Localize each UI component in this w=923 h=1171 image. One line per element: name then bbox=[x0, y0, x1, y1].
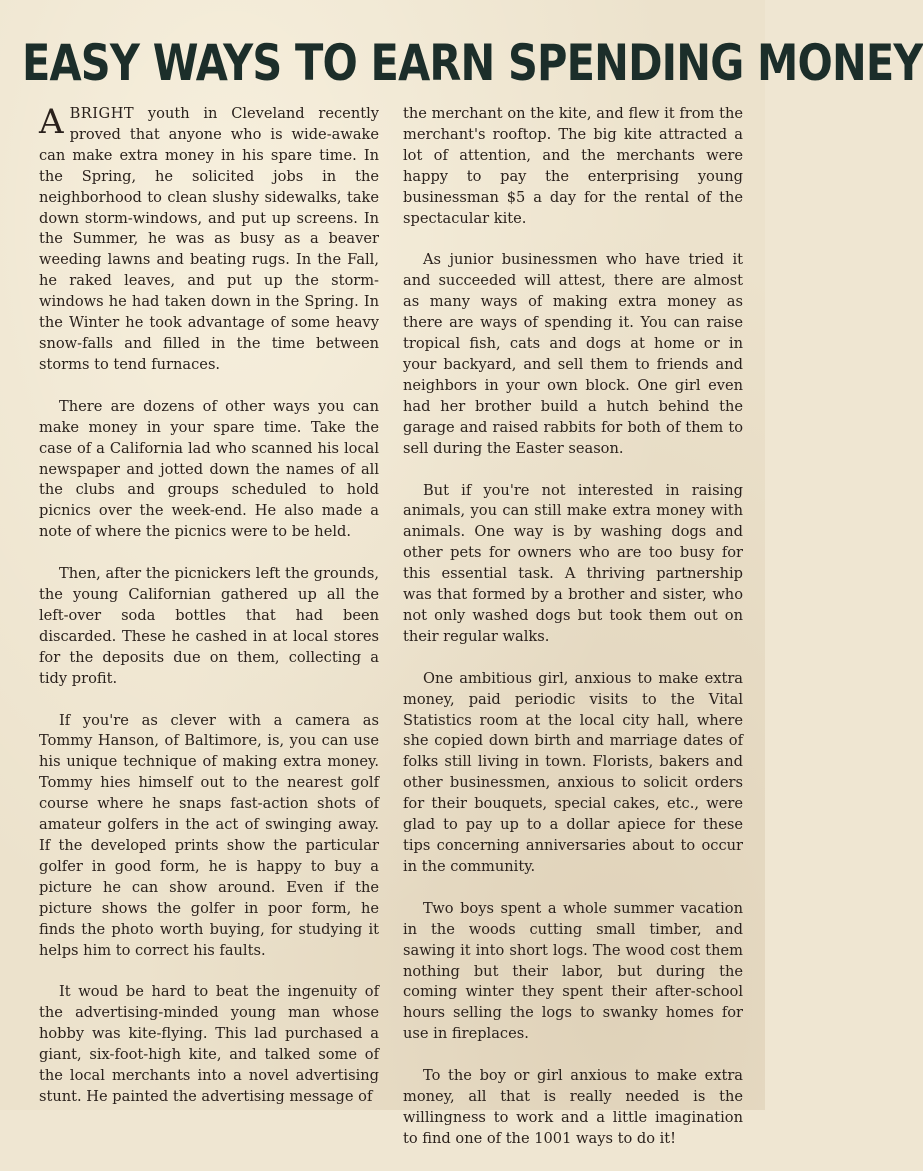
right-column bbox=[403, 104, 743, 1171]
paragraph-8: But if you're not interested in raising animals, you can still make extra money with animals. One way is by washing dogs and other pets for owners who are too busy for this essential task. A thriving partnership was that formed by a brother and sister, who not only washed dogs but took them out on their regular walks. bbox=[403, 481, 743, 645]
paragraph-7: As junior businessmen who have tried it and succeeded will attest, there are almost as many ways of making extra money as there are ways of spending it. You can raise tropical fish, cats and dogs at home or in your backyard, and sell them to friends and neighbors in your own block. One girl even had her brother build a hutch behind the garage and raised rabbits for both of them to sell during the Easter season. bbox=[403, 251, 743, 457]
paragraph-10: Two boys spent a whole summer vacation in the woods cutting small timber, and sawing it into short logs. The wood cost them nothing but their labor, but during the coming winter they spent their after-school hours selling the logs to swanky homes for use in fireplaces. bbox=[403, 899, 743, 1043]
paragraph-6: the merchant on the kite, and flew it from the merchant's rooftop. The big kite attracted a lot of attention, and the merchants were happy to pay the enterprising young businessman $5 a day for the rental of the spectacular kite. bbox=[403, 105, 743, 227]
paragraph-11: To the boy or girl anxious to make extra money, all that is really needed is the willingness to work and a little imagination to find one of the 1001 ways to do it! bbox=[403, 1067, 743, 1147]
paragraph-1-text: youth in Cleveland recently proved that anyone who is wide-awake can make extra money in his spare time. In the Spring, he solicited jobs in the neighborhood to clean slushy sidewalks, take down storm-windows, and put up screens. In the Summer, he was as busy as a beaver weeding lawns and beating rugs. In the Fall, he raked leaves, and put up the storm-windows he had taken down in the Spring. In the Winter he took advantage of some heavy snow-falls and filled in the time between storms to tend furnaces. bbox=[39, 105, 379, 373]
left-column bbox=[39, 104, 379, 1129]
paragraph-4: If you're as clever with a camera as Tommy Hanson, of Baltimore, is, you can use his unique technique of making extra money. Tommy hies himself out to the nearest golf course where he snaps fast-action shots of amateur golfers in the act of swinging away. If the developed prints show the particular golfer in good form, he is happy to buy a picture he can show around. Even if the picture shows the golfer in poor form, he finds the photo worth buying, for studying it helps him to correct his faults. bbox=[39, 711, 379, 959]
lead-word: BRIGHT bbox=[69, 105, 135, 122]
article-title: EASY WAYS TO EARN SPENDING MONEY bbox=[22, 34, 923, 92]
paragraph-5: It woud be hard to beat the ingenuity of the advertising-minded young man whose hobby was kite-flying. This lad purchased a giant, six-foot-high kite, and talked some of the local merchants into a novel advertising stunt. He painted the advertising message of bbox=[39, 983, 379, 1105]
paragraph-2: There are dozens of other ways you can make money in your spare time. Take the case of a California lad who scanned his local newspaper and jotted down the names of all the clubs and groups scheduled to hold picnics over the week-end. He also made a note of where the picnics were to be held. bbox=[39, 397, 379, 541]
paragraph-9: One ambitious girl, anxious to make extra money, paid periodic visits to the Vital Statistics room at the local city hall, where she copied down birth and marriage dates of folks still living in town. Florists, bakers and other businessmen, anxious to solicit orders for their bouquets, special cakes, etc., were glad to pay up to a dollar apiece for these tips concerning anniversaries about to occur in the community. bbox=[403, 669, 743, 875]
paragraph-3: Then, after the picnickers left the grounds, the young Californian gathered up all the left-over soda bottles that had been discarded. These he cashed in at local stores for the deposits due on them, collecting a tidy profit. bbox=[39, 565, 379, 687]
paragraph-1 bbox=[39, 104, 379, 376]
drop-cap: A bbox=[39, 102, 64, 142]
